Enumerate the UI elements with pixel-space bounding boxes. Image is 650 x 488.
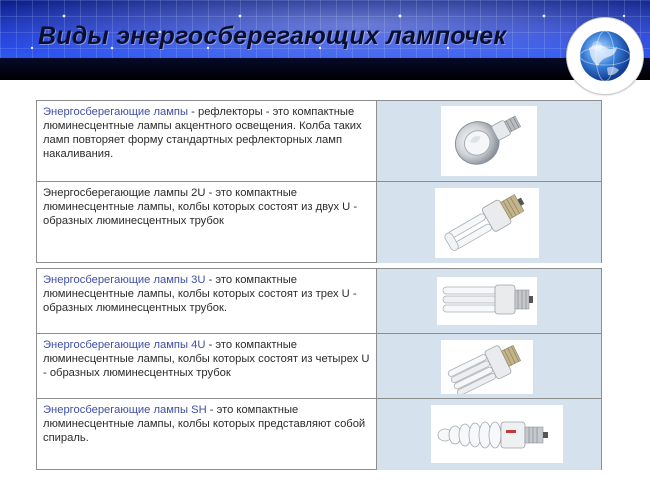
lamp-4u-icon [441,340,533,394]
lamp-description [37,182,376,228]
lamp-description [37,101,376,161]
description-cell [37,334,377,399]
reflector-lamp-icon [441,106,537,176]
lamp-spiral-icon [431,405,563,463]
lamp-description [37,269,376,315]
image-cell [377,182,601,263]
lamp-type-keyword: Энергосберегающие лампы SH [43,404,207,416]
globe-badge [566,17,644,95]
table-row [37,101,601,181]
lamp-3u-icon [437,277,537,325]
table-row [37,181,601,263]
description-cell [37,182,377,263]
lamp-2u-icon [435,188,539,258]
banner-shadow-strip [0,58,650,80]
lamp-type-keyword: Энергосберегающие лампы 4U [43,339,206,351]
lamp-description-text: - это компактные люминесцентные лампы, колбы которых состоят из трех U - образных люминесцентных трубок. [43,274,357,314]
lamp-description-text: - это компактные люминесцентные лампы, колбы которых представляют собой спираль. [43,404,366,444]
table-row [37,333,601,399]
image-cell [377,399,601,470]
lamp-description [37,399,376,445]
image-cell [377,334,601,399]
table-row [37,398,601,470]
image-cell [377,269,601,333]
table-row [37,269,601,333]
lamp-description-text: Энергосберегающие лампы 2U - это компактные люминесцентные лампы, колбы которых состоят из двух U - образных люминесцентных трубок [43,187,358,227]
description-cell [37,101,377,181]
lamp-description-text: - это компактные люминесцентные лампы, колбы которых состоят из четырех U - образных люминесцентных трубок [43,339,370,379]
lamp-table-1 [36,100,602,263]
description-cell [37,399,377,470]
lamp-table-2 [36,268,602,470]
lamp-type-keyword: Энергосберегающие лампы 3U [43,274,206,286]
description-cell [37,269,377,333]
image-cell [377,101,601,181]
globe-icon [567,18,643,94]
lamp-description-text: - рефлекторы - это компактные люминесцентные лампы акцентного освещения. Колба таких ламп повторяет форму стандартных рефлекторных ламп накаливания. [43,106,362,160]
slide-title: Виды энергосберегающих лампочек [38,22,507,50]
title-banner [0,0,650,80]
lamp-description [37,334,376,380]
lamp-type-keyword: Энергосберегающие лампы [43,106,189,118]
